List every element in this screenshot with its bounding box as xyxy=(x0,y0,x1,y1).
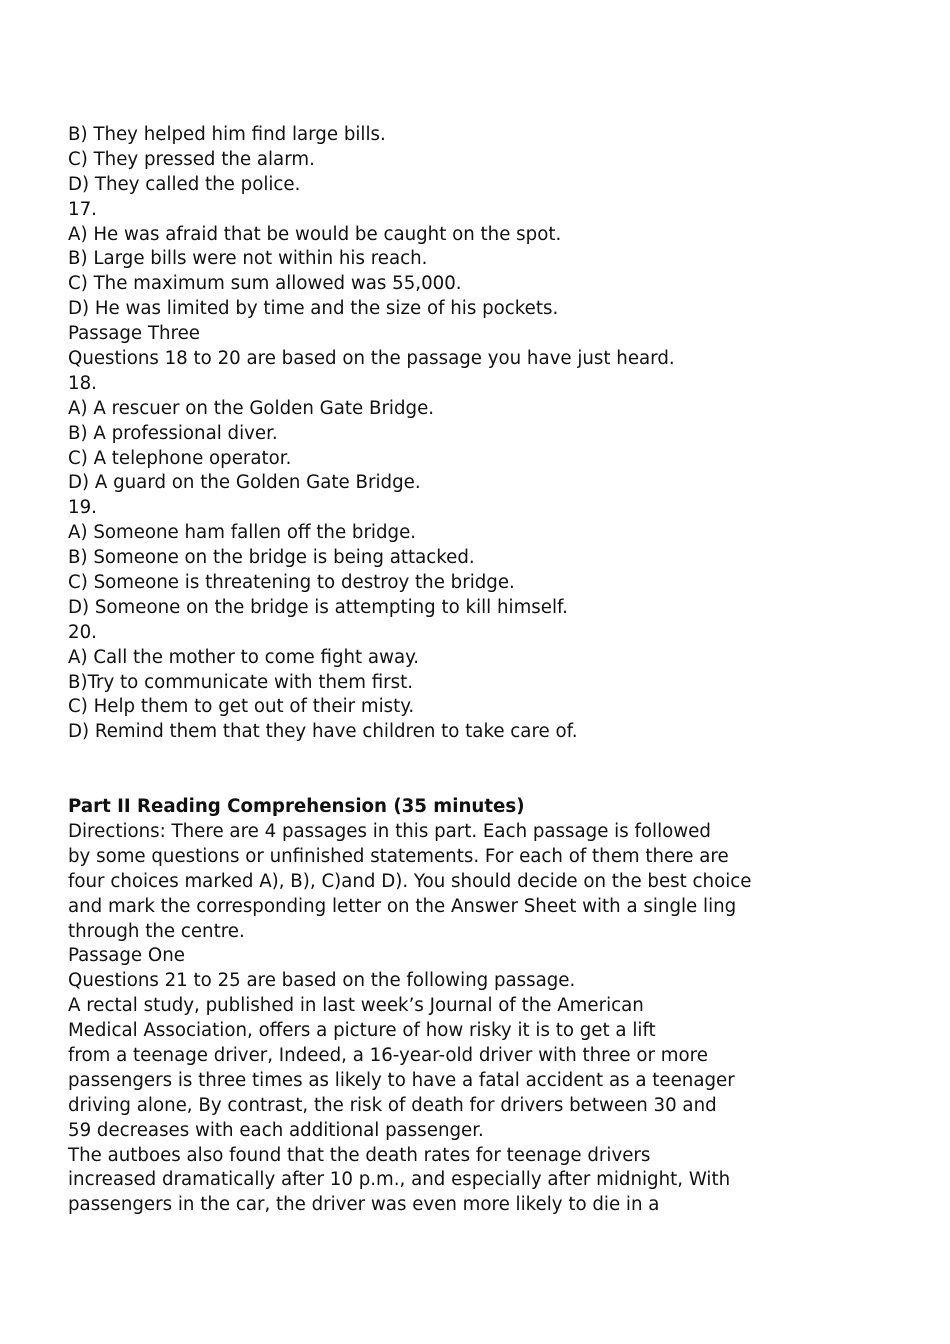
q16-option-d: D) They called the police. xyxy=(68,173,301,195)
passage-three-intro: Questions 18 to 20 are based on the passage you have just heard. xyxy=(68,348,675,370)
document-page xyxy=(68,123,908,1218)
q17-number: 17. xyxy=(68,198,97,220)
q19-number: 19. xyxy=(68,497,97,519)
section-spacer xyxy=(68,745,908,795)
q19-option-b: B) Someone on the bridge is being attacked. xyxy=(68,547,475,569)
q17-option-c: C) The maximum sum allowed was 55,000. xyxy=(68,273,462,295)
passage-one-paragraph-2-line: The autboes also found that the death rates for teenage drivers xyxy=(68,1144,651,1166)
q19-option-a: A) Someone ham fallen off the bridge. xyxy=(68,522,417,544)
passage-one-paragraph-2-line: passengers in the car, the driver was even more likely to die in a xyxy=(68,1194,660,1216)
q18-option-d: D) A guard on the Golden Gate Bridge. xyxy=(68,472,421,494)
passage-one-paragraph-2-line: increased dramatically after 10 p.m., and especially after midnight, With xyxy=(68,1169,731,1191)
q18-option-c: C) A telephone operator. xyxy=(68,447,292,469)
passage-one-intro: Questions 21 to 25 are based on the following passage. xyxy=(68,970,576,992)
passage-one-paragraph-1-line: driving alone, By contrast, the risk of death for drivers between 30 and xyxy=(68,1094,717,1116)
q19-option-c: C) Someone is threatening to destroy the bridge. xyxy=(68,572,515,594)
q16-option-c: C) They pressed the alarm. xyxy=(68,148,315,170)
q20-option-d: D) Remind them that they have children to take care of. xyxy=(68,721,578,743)
directions-line: by some questions or unfinished statements. For each of them there are xyxy=(68,845,729,867)
passage-one-paragraph-1-line: passengers is three times as likely to have a fatal accident as a teenager xyxy=(68,1069,735,1091)
part-heading: Part II Reading Comprehension (35 minutes) xyxy=(68,796,525,818)
passage-one-paragraph-1-line: Medical Association, offers a picture of how risky it is to get a lift xyxy=(68,1020,656,1042)
q19-option-d: D) Someone on the bridge is attempting to kill himself. xyxy=(68,596,568,618)
q20-option-b: B)Try to communicate with them first. xyxy=(68,671,414,693)
directions-line: through the centre. xyxy=(68,920,245,942)
q18-option-b: B) A professional diver. xyxy=(68,422,278,444)
passage-three-title: Passage Three xyxy=(68,323,201,345)
directions-line: four choices marked A), B), C)and D). You should decide on the best choice xyxy=(68,870,752,892)
directions-line: Directions: There are 4 passages in this part. Each passage is followed xyxy=(68,820,711,842)
passage-one-paragraph-1-line: A rectal study, published in last week’s Journal of the American xyxy=(68,995,644,1017)
q16-option-b: B) They helped him find large bills. xyxy=(68,124,386,145)
passage-one-title: Passage One xyxy=(68,945,185,967)
passage-one-paragraph-1-line: 59 decreases with each additional passenger. xyxy=(68,1119,484,1141)
passage-one-paragraph-1-line: from a teenage driver, Indeed, a 16-year-old driver with three or more xyxy=(68,1044,708,1066)
q20-option-a: A) Call the mother to come fight away. xyxy=(68,646,420,668)
q18-option-a: A) A rescuer on the Golden Gate Bridge. xyxy=(68,397,435,419)
q17-option-a: A) He was afraid that be would be caught on the spot. xyxy=(68,223,562,245)
q20-option-c: C) Help them to get out of their misty. xyxy=(68,696,415,718)
q17-option-d: D) He was limited by time and the size of his pockets. xyxy=(68,298,559,320)
q18-number: 18. xyxy=(68,372,97,394)
q20-number: 20. xyxy=(68,621,97,643)
directions-line: and mark the corresponding letter on the Answer Sheet with a single ling xyxy=(68,895,737,917)
q17-option-b: B) Large bills were not within his reach. xyxy=(68,248,428,270)
